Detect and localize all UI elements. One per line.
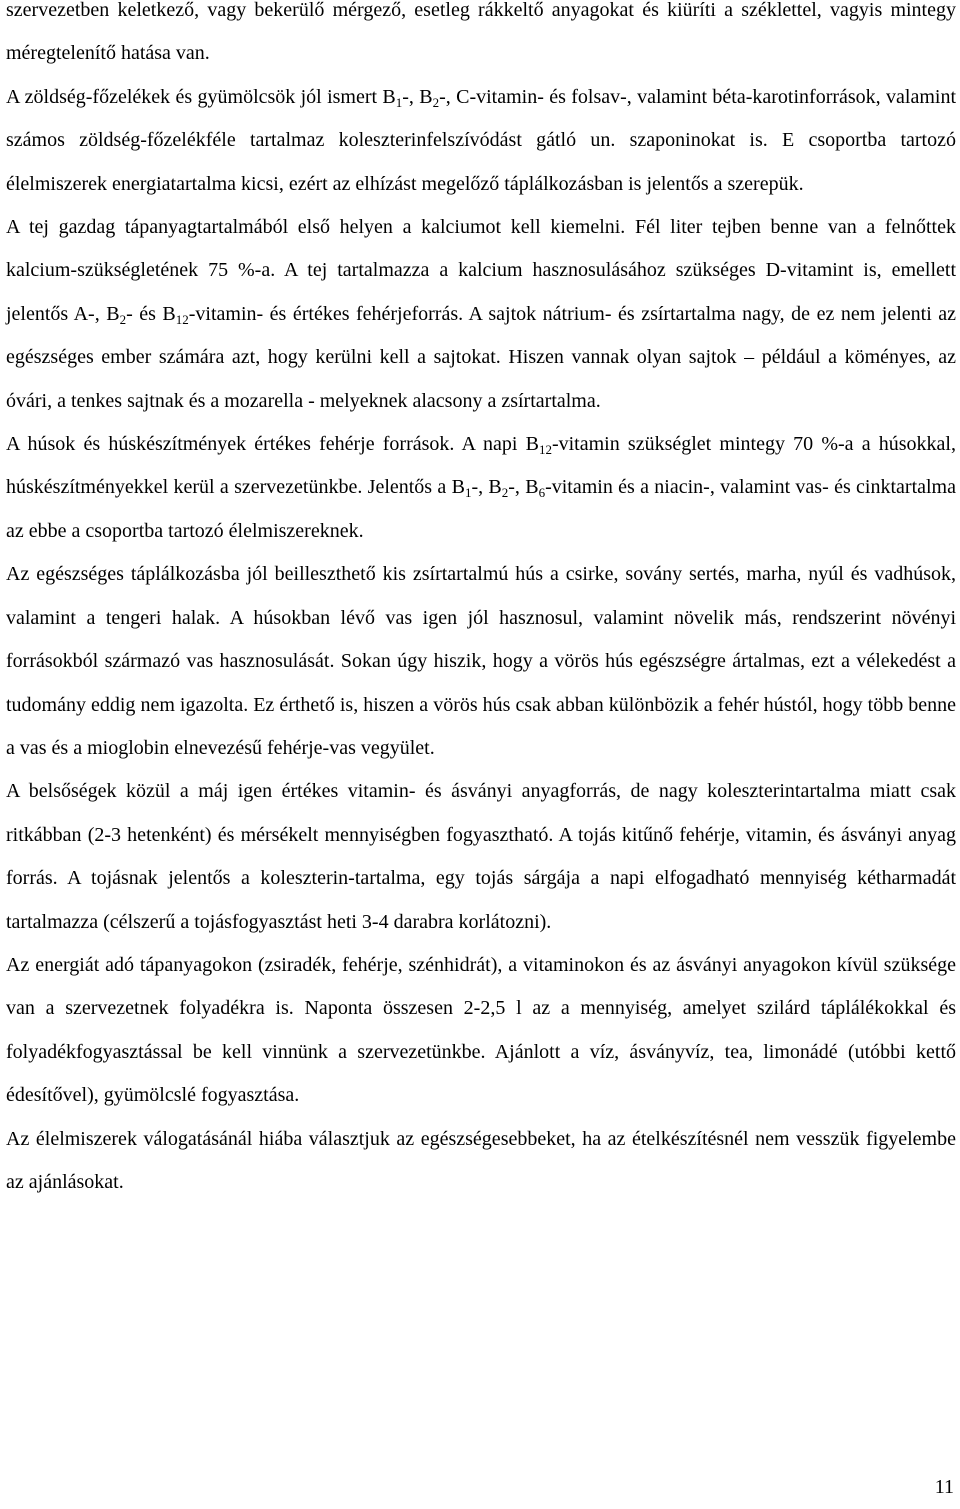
document-body [6,0,956,1204]
text-run: Az energiát adó tápanyagokon (zsiradék, fehérje, szénhidrát), a vitaminokon és az ásványi anyagokon kívül szüksége van a szervezetnek folyadékra is. Naponta összesen 2-2,5 l az a mennyiség, amelyet szilárd táplálékokkal és folyadékfogyasztással be kell vinnünk a szervezetünkbe. Ajánlott a víz, ásványvíz, tea, limonádé (utóbbi kettő édesítővel), gyümölcslé fogyasztása. [6,953,956,1107]
text-run: A tej gazdag tápanyagtartalmából első helyen a kalciumot kell kiemelni. Fél liter tejben benne van a felnőttek kalcium-szükségletének 75 %-a. A tej tartalmazza a kalcium hasznosulásához szükséges D-vitamint is, emellett jelentős A-, B [6,216,956,325]
subscript: 1 [395,94,403,110]
text-run: -, B [402,85,433,108]
paragraph-4 [6,423,956,553]
text-run: -vitamin- és értékes fehérjeforrás. A sajtok nátrium- és zsírtartalma nagy, de ez nem jelenti az egészséges ember számára azt, hogy kerülni kell a sajtokat. Hiszen vannak olyan sajtok – például a köményes, az óvári, a tenkes sajtnak és a mozarella - melyeknek alacsony a zsírtartalma. [6,302,957,412]
subscript: 2 [432,94,440,110]
paragraph-2 [6,76,956,206]
paragraph-1 [6,0,956,76]
text-run: - és B [126,302,176,325]
subscript: 12 [538,442,552,458]
text-run: -vitamin szükséglet mintegy 70 %-a a húsokkal, húskészítményekkel kerül a szervezetünkbe. Jelentős a B [6,433,956,499]
text-run: -, B [508,476,539,499]
page-number: 11 [934,1476,954,1498]
paragraph-7 [6,944,956,1118]
text-run: Az egészséges táplálkozásba jól beilleszthető kis zsírtartalmú hús a csirke, sovány sertés, marha, nyúl és vadhúsok, valamint a tengeri halak. A húsokban lévő vas igen jól hasznosul, valamint növelik más, rendszerint növényi forrásokból származó vas hasznosulását. Sokan úgy hiszik, hogy a vörös hús egészségre ártalmas, ezt a vélekedést a tudomány eddig nem igazolta. Ez érthető is, hiszen a vörös hús csak abban különbözik a fehér hústól, hogy több benne a vas és a mioglobin elnevezésű fehérje-vas vegyület. [6,563,956,759]
text-run: -, B [471,476,502,499]
text-run: -, C-vitamin- és folsav-, valamint béta-karotinforrások, valamint számos zöldség-főzelékféle tartalmaz koleszterinfelszívódást gátló un. szaponinokat is. E csoportba tartozó élelmiszerek energiatartalma kicsi, ezért az elhízást megelőző táplálkozásban is jelentős a szerepük. [6,85,957,195]
subscript: 2 [119,311,127,327]
subscript: 2 [501,485,509,501]
subscript: 1 [464,485,472,501]
text-run: A belsőségek közül a máj igen értékes vitamin- és ásványi anyagforrás, de nagy koleszterintartalma miatt csak ritkábban (2-3 hetenként) és mérsékelt mennyiségben fogyasztható. A tojás kitűnő fehérje, vitamin, és ásványi anyag forrás. A tojásnak jelentős a koleszterin-tartalma, egy tojás sárgája a napi elfogadható mennyiség kétharmadát tartalmazza (célszerű a tojásfogyasztást heti 3-4 darabra korlátozni). [6,780,956,933]
paragraph-6 [6,770,956,944]
text-run: A zöldség-főzelékek és gyümölcsök jól ismert B [6,85,396,108]
paragraph-3 [6,206,956,423]
text-run: szervezetben keletkező, vagy bekerülő mérgező, esetleg rákkeltő anyagokat és kiüríti a széklettel, vagyis mintegy méregtelenítő hatása van. [6,0,956,65]
text-run: Az élelmiszerek válogatásánál hiába választjuk az egészségesebbeket, ha az ételkészítésnél nem vesszük figyelembe az ajánlásokat. [6,1127,956,1193]
text-run: -vitamin és a niacin-, valamint vas- és cinktartalma az ebbe a csoportba tartozó élelmiszereknek. [6,476,956,542]
paragraph-8 [6,1118,956,1205]
text-run: A húsok és húskészítmények értékes fehérje források. A napi B [6,433,539,456]
subscript: 6 [538,485,546,501]
subscript: 12 [175,311,189,327]
paragraph-5 [6,553,956,770]
